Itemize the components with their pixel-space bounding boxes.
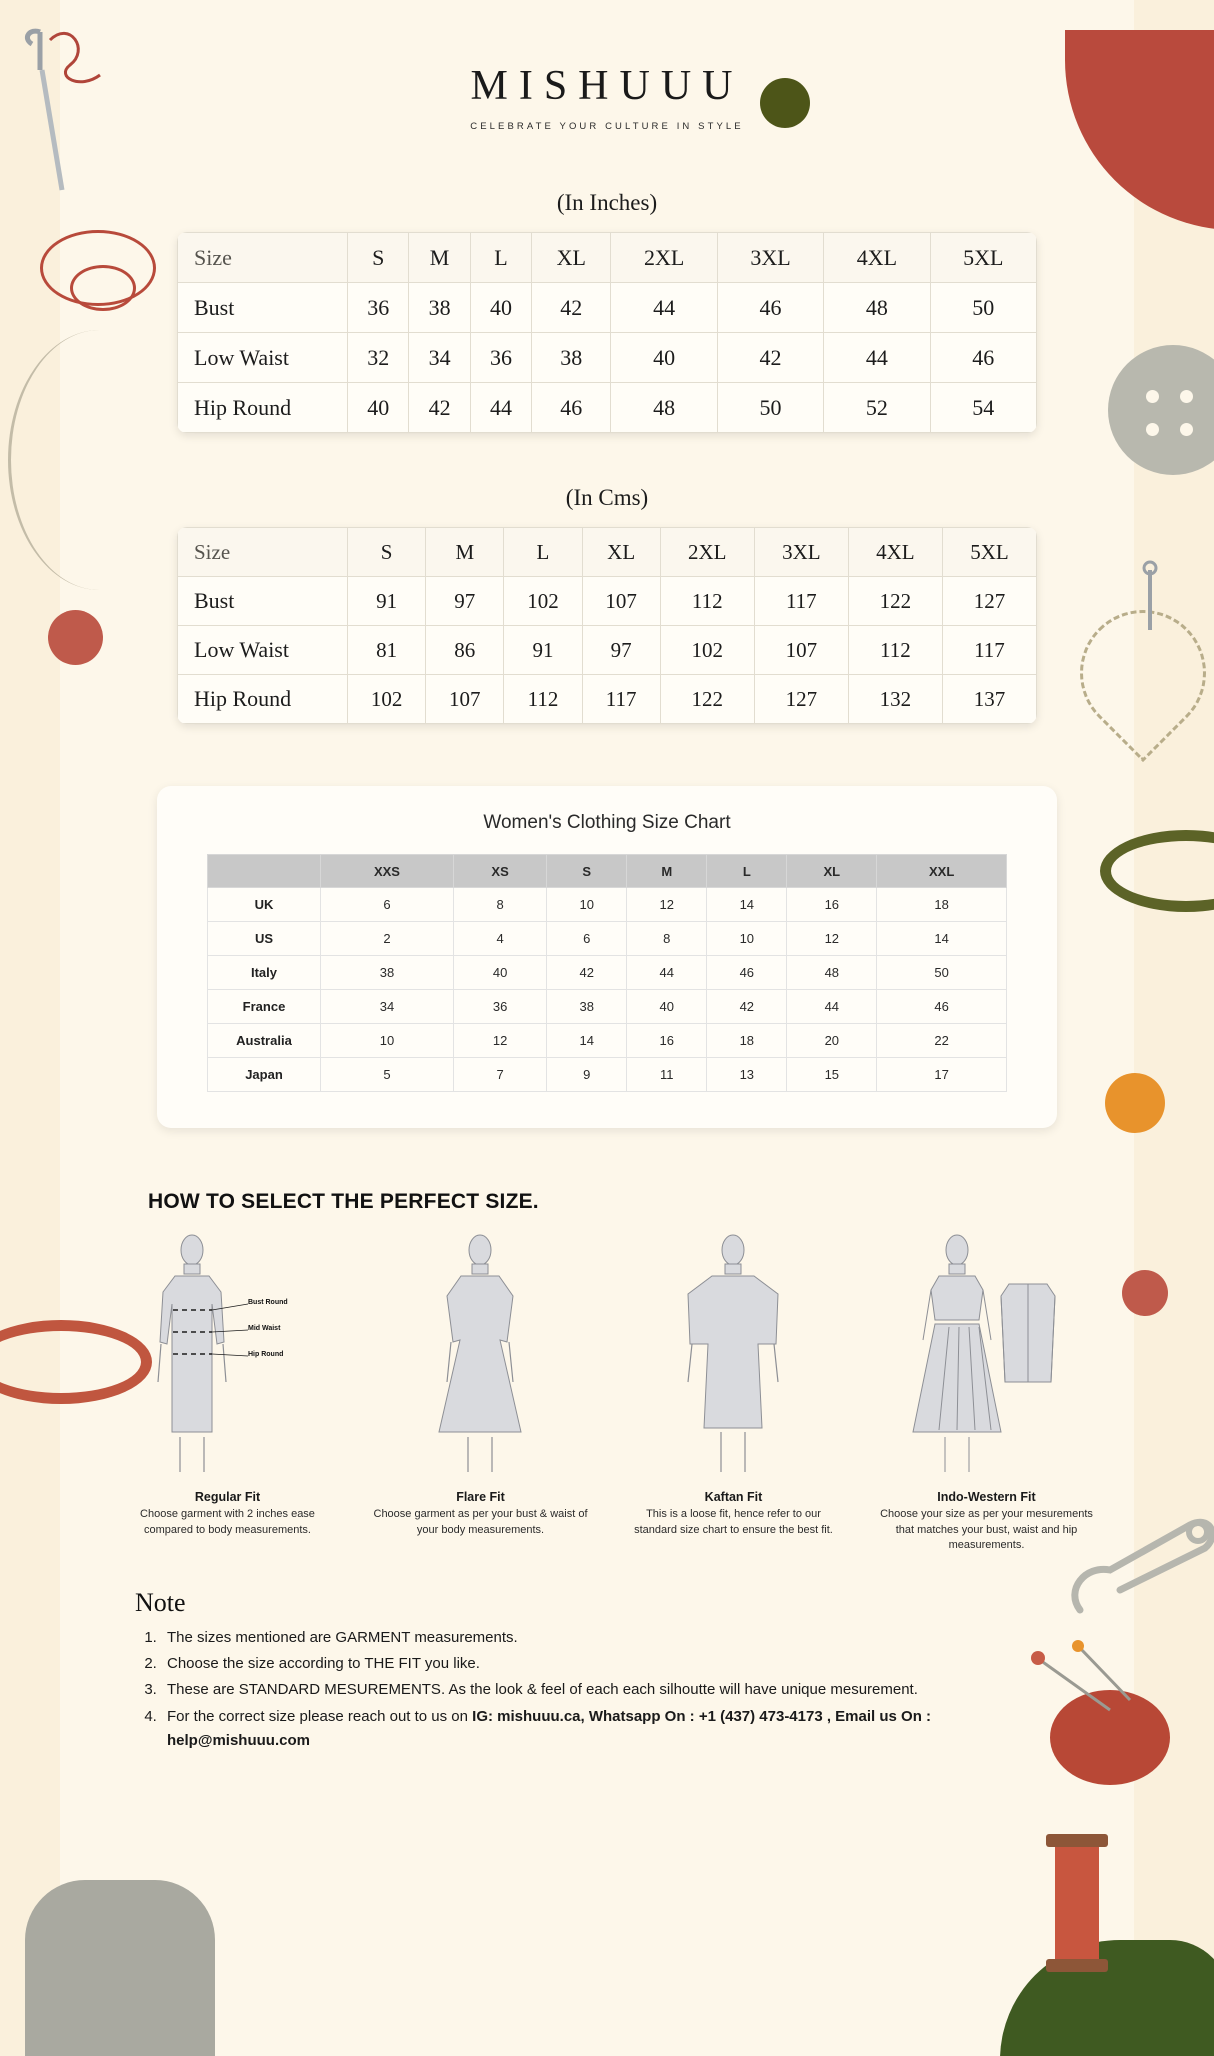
table-cell: 132 bbox=[848, 675, 942, 724]
table-header-row bbox=[178, 233, 1037, 283]
row-label: Low Waist bbox=[178, 333, 348, 383]
fit-figures bbox=[0, 1232, 1214, 1554]
table-row bbox=[178, 333, 1037, 383]
table-row bbox=[208, 1058, 1007, 1092]
table-cell: 48 bbox=[611, 383, 717, 433]
table-cell: 52 bbox=[824, 383, 930, 433]
womens-clothing-chart-card bbox=[157, 786, 1057, 1128]
column-header: M bbox=[426, 528, 504, 577]
column-header: L bbox=[504, 528, 582, 577]
table-cell: 38 bbox=[321, 956, 454, 990]
note-section bbox=[135, 1588, 1055, 1753]
table-cell: 16 bbox=[627, 1024, 707, 1058]
table-cell: 54 bbox=[930, 383, 1036, 433]
table-row bbox=[178, 383, 1037, 433]
table-cell: 46 bbox=[877, 990, 1007, 1024]
womens-clothing-table bbox=[207, 854, 1007, 1092]
column-header: 5XL bbox=[942, 528, 1036, 577]
table-row bbox=[178, 626, 1037, 675]
table-cell: 102 bbox=[660, 626, 754, 675]
table-cell: 13 bbox=[707, 1058, 787, 1092]
list-item bbox=[161, 1705, 1055, 1754]
table-cell: 42 bbox=[532, 283, 611, 333]
table-cell: 44 bbox=[787, 990, 877, 1024]
column-header: L bbox=[470, 233, 531, 283]
table-cell: 34 bbox=[321, 990, 454, 1024]
table-cell: 38 bbox=[547, 990, 627, 1024]
table-cell: 34 bbox=[409, 333, 470, 383]
fit-name: Indo-Western Fit bbox=[937, 1490, 1036, 1504]
column-header: 5XL bbox=[930, 233, 1036, 283]
column-header: XS bbox=[453, 855, 546, 888]
table-row bbox=[208, 922, 1007, 956]
table-cell: 10 bbox=[321, 1024, 454, 1058]
brand-header bbox=[0, 62, 1214, 132]
table-cell: 112 bbox=[848, 626, 942, 675]
table-cell: 14 bbox=[877, 922, 1007, 956]
column-header: 4XL bbox=[824, 233, 930, 283]
note-text: These are STANDARD MESUREMENTS. As the look & feel of each each silhoutte will have unique mesurement. bbox=[167, 1681, 918, 1699]
table-cell: 11 bbox=[627, 1058, 707, 1092]
table-cell: 127 bbox=[754, 675, 848, 724]
column-header: XXL bbox=[877, 855, 1007, 888]
note-list bbox=[135, 1626, 1055, 1753]
table-cell: 50 bbox=[717, 383, 823, 433]
womens-chart-title: Women's Clothing Size Chart bbox=[483, 812, 731, 833]
kaftan-fit-illustration bbox=[626, 1232, 841, 1482]
fit-figure-flare bbox=[373, 1232, 588, 1554]
row-label: Bust bbox=[178, 577, 348, 626]
hip-round-label: Hip Round bbox=[248, 1351, 284, 1358]
table-cell: 36 bbox=[470, 333, 531, 383]
table-cell: 117 bbox=[582, 675, 660, 724]
table-cell: 102 bbox=[348, 675, 426, 724]
column-header: Size bbox=[178, 528, 348, 577]
table-cell: 81 bbox=[348, 626, 426, 675]
column-header: XL bbox=[787, 855, 877, 888]
table-cell: 38 bbox=[532, 333, 611, 383]
indo-western-fit-illustration bbox=[879, 1232, 1094, 1482]
fit-description: Choose garment with 2 inches ease compared to body measurements. bbox=[140, 1508, 315, 1536]
fit-name: Kaftan Fit bbox=[704, 1490, 763, 1504]
row-label: Bust bbox=[178, 283, 348, 333]
row-label: Japan bbox=[208, 1058, 321, 1092]
table-cell: 91 bbox=[504, 626, 582, 675]
table-cell: 42 bbox=[707, 990, 787, 1024]
note-text: The sizes mentioned are GARMENT measurements. bbox=[167, 1628, 518, 1646]
table-cell: 6 bbox=[547, 922, 627, 956]
column-header: S bbox=[348, 233, 409, 283]
table-cell: 42 bbox=[547, 956, 627, 990]
inches-table bbox=[177, 232, 1037, 433]
table-cell: 5 bbox=[321, 1058, 454, 1092]
table-header-row bbox=[208, 855, 1007, 888]
table-cell: 40 bbox=[470, 283, 531, 333]
table-cell: 117 bbox=[754, 577, 848, 626]
table-cell: 50 bbox=[877, 956, 1007, 990]
fit-figure-kaftan bbox=[626, 1232, 841, 1554]
table-cell: 38 bbox=[409, 283, 470, 333]
row-label: Italy bbox=[208, 956, 321, 990]
table-cell: 44 bbox=[824, 333, 930, 383]
table-cell: 112 bbox=[660, 577, 754, 626]
table-cell: 102 bbox=[504, 577, 582, 626]
table-cell: 14 bbox=[707, 888, 787, 922]
table-cell: 17 bbox=[877, 1058, 1007, 1092]
table-cell: 48 bbox=[824, 283, 930, 333]
column-header: XXS bbox=[321, 855, 454, 888]
fit-name: Regular Fit bbox=[194, 1490, 261, 1504]
table-cell: 44 bbox=[627, 956, 707, 990]
table-cell: 46 bbox=[532, 383, 611, 433]
contact-info: IG: mishuuu.ca, Whatsapp On : +1 (437) 473-4173 , Email us On : help@mishuuu.com bbox=[167, 1707, 932, 1750]
column-header: XL bbox=[532, 233, 611, 283]
regular-fit-illustration bbox=[120, 1232, 335, 1482]
table-cell: 46 bbox=[930, 333, 1036, 383]
table-header-row bbox=[178, 528, 1037, 577]
row-label: Hip Round bbox=[178, 675, 348, 724]
table-cell: 20 bbox=[787, 1024, 877, 1058]
table-cell: 40 bbox=[348, 383, 409, 433]
column-header: 3XL bbox=[717, 233, 823, 283]
table-cell: 48 bbox=[787, 956, 877, 990]
table-cell: 22 bbox=[877, 1024, 1007, 1058]
inches-title: (In Inches) bbox=[556, 190, 658, 215]
table-row bbox=[178, 577, 1037, 626]
table-cell: 46 bbox=[717, 283, 823, 333]
column-header: M bbox=[627, 855, 707, 888]
table-cell: 32 bbox=[348, 333, 409, 383]
table-cell: 117 bbox=[942, 626, 1036, 675]
table-cell: 97 bbox=[582, 626, 660, 675]
row-label: Low Waist bbox=[178, 626, 348, 675]
table-cell: 86 bbox=[426, 626, 504, 675]
fit-name: Flare Fit bbox=[456, 1490, 505, 1504]
row-label: France bbox=[208, 990, 321, 1024]
table-cell: 122 bbox=[660, 675, 754, 724]
column-header: XL bbox=[582, 528, 660, 577]
table-cell: 12 bbox=[453, 1024, 546, 1058]
table-cell: 4 bbox=[453, 922, 546, 956]
note-title: Note bbox=[135, 1587, 186, 1617]
note-text: Choose the size according to THE FIT you like. bbox=[167, 1655, 480, 1673]
note-text: For the correct size please reach out to us on bbox=[167, 1707, 473, 1725]
table-cell: 6 bbox=[321, 888, 454, 922]
list-item bbox=[161, 1652, 1055, 1676]
flare-fit-illustration bbox=[373, 1232, 588, 1482]
table-cell: 127 bbox=[942, 577, 1036, 626]
row-label: Hip Round bbox=[178, 383, 348, 433]
table-cell: 8 bbox=[627, 922, 707, 956]
table-row bbox=[178, 283, 1037, 333]
how-to-select-title: HOW TO SELECT THE PERFECT SIZE. bbox=[148, 1190, 539, 1213]
table-cell: 42 bbox=[409, 383, 470, 433]
column-header: M bbox=[409, 233, 470, 283]
table-row bbox=[208, 990, 1007, 1024]
column-header: 4XL bbox=[848, 528, 942, 577]
cms-table-card bbox=[177, 527, 1037, 724]
table-cell: 12 bbox=[627, 888, 707, 922]
table-cell: 14 bbox=[547, 1024, 627, 1058]
table-cell: 18 bbox=[877, 888, 1007, 922]
table-cell: 137 bbox=[942, 675, 1036, 724]
cms-title: (In Cms) bbox=[565, 485, 649, 510]
brand-name: MISHUUU bbox=[470, 63, 744, 109]
fit-figure-regular bbox=[120, 1232, 335, 1554]
table-cell: 10 bbox=[707, 922, 787, 956]
table-cell: 40 bbox=[611, 333, 717, 383]
brand-tagline: CELEBRATE YOUR CULTURE IN STYLE bbox=[470, 121, 744, 132]
fit-description: Choose your size as per your mesurements that matches your bust, waist and hip measurements. bbox=[880, 1508, 1093, 1552]
row-label: UK bbox=[208, 888, 321, 922]
table-row bbox=[208, 956, 1007, 990]
table-cell: 112 bbox=[504, 675, 582, 724]
column-header: S bbox=[348, 528, 426, 577]
table-cell: 44 bbox=[470, 383, 531, 433]
table-cell: 40 bbox=[453, 956, 546, 990]
table-row bbox=[208, 888, 1007, 922]
table-cell: 42 bbox=[717, 333, 823, 383]
table-cell: 10 bbox=[547, 888, 627, 922]
table-cell: 107 bbox=[754, 626, 848, 675]
table-cell: 40 bbox=[627, 990, 707, 1024]
list-item bbox=[161, 1626, 1055, 1650]
table-cell: 15 bbox=[787, 1058, 877, 1092]
table-row bbox=[178, 675, 1037, 724]
fit-figure-indo-western bbox=[879, 1232, 1094, 1554]
inches-table-card bbox=[177, 232, 1037, 433]
mid-waist-label: Mid Waist bbox=[248, 1325, 281, 1332]
column-header: 3XL bbox=[754, 528, 848, 577]
cms-table bbox=[177, 527, 1037, 724]
table-cell: 122 bbox=[848, 577, 942, 626]
table-cell: 7 bbox=[453, 1058, 546, 1092]
column-header: L bbox=[707, 855, 787, 888]
column-header: 2XL bbox=[611, 233, 717, 283]
table-cell: 8 bbox=[453, 888, 546, 922]
table-cell: 16 bbox=[787, 888, 877, 922]
bust-round-label: Bust Round bbox=[248, 1299, 288, 1306]
table-cell: 97 bbox=[426, 577, 504, 626]
table-cell: 46 bbox=[707, 956, 787, 990]
table-cell: 107 bbox=[582, 577, 660, 626]
column-header: Size bbox=[178, 233, 348, 283]
table-cell: 18 bbox=[707, 1024, 787, 1058]
table-cell: 12 bbox=[787, 922, 877, 956]
fit-description: Choose garment as per your bust & waist of your body measurements. bbox=[373, 1508, 588, 1536]
column-header bbox=[208, 855, 321, 888]
table-cell: 36 bbox=[453, 990, 546, 1024]
table-cell: 44 bbox=[611, 283, 717, 333]
row-label: US bbox=[208, 922, 321, 956]
row-label: Australia bbox=[208, 1024, 321, 1058]
table-cell: 50 bbox=[930, 283, 1036, 333]
column-header: 2XL bbox=[660, 528, 754, 577]
table-cell: 9 bbox=[547, 1058, 627, 1092]
column-header: S bbox=[547, 855, 627, 888]
table-cell: 2 bbox=[321, 922, 454, 956]
table-cell: 36 bbox=[348, 283, 409, 333]
table-cell: 91 bbox=[348, 577, 426, 626]
list-item bbox=[161, 1678, 1055, 1702]
table-row bbox=[208, 1024, 1007, 1058]
table-cell: 107 bbox=[426, 675, 504, 724]
fit-description: This is a loose fit, hence refer to our standard size chart to ensure the best fit. bbox=[634, 1508, 833, 1536]
